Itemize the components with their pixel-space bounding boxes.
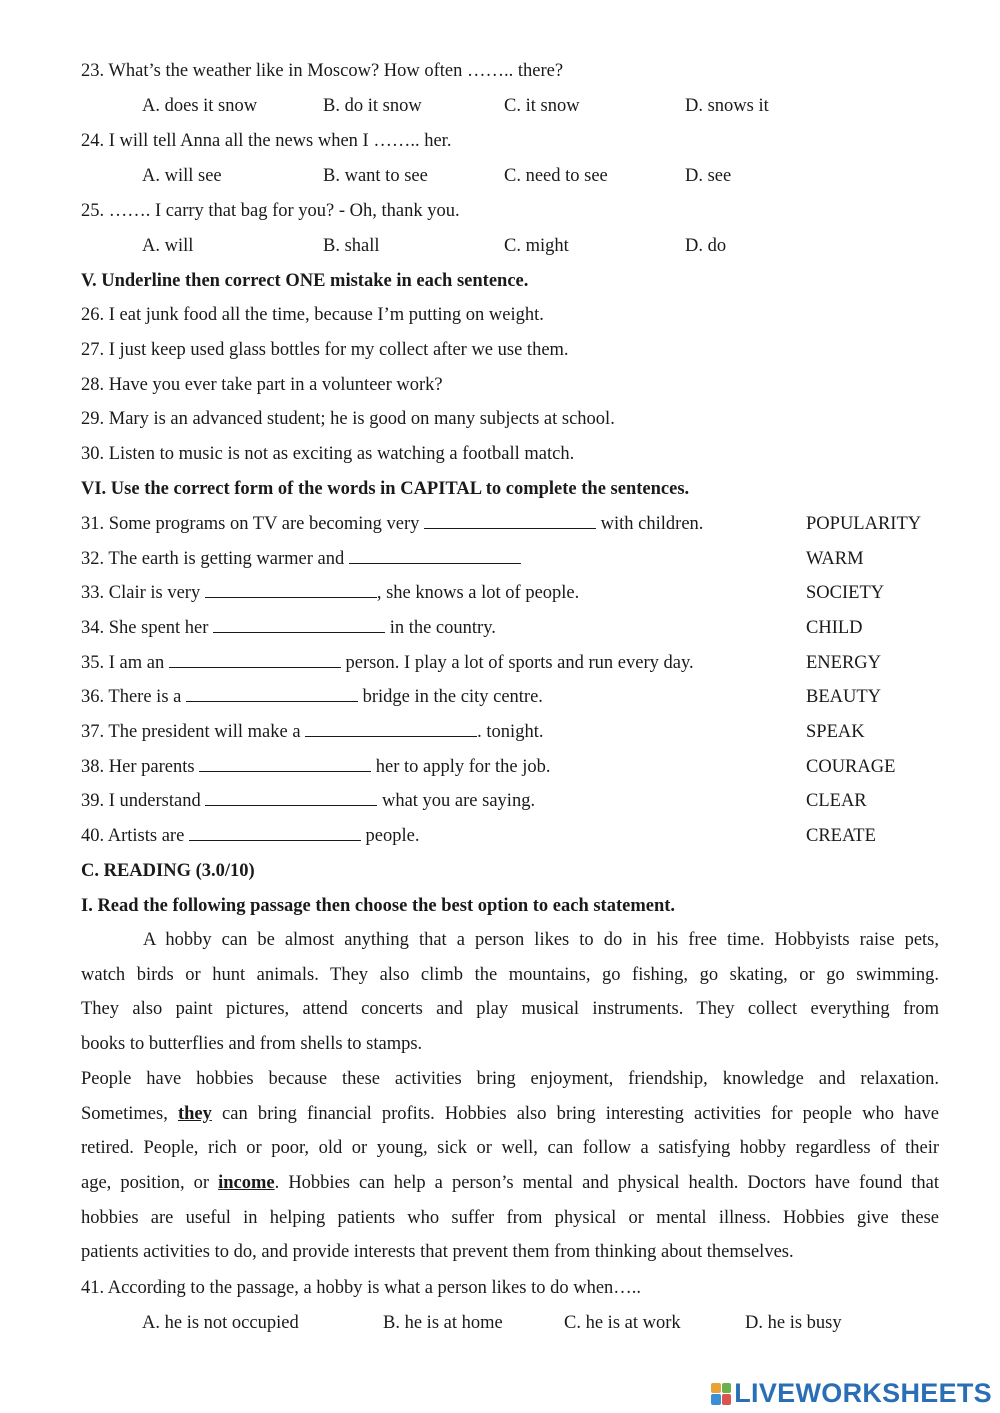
question-23: 23. What’s the weather like in Moscow? How often …….. there? — [81, 61, 564, 81]
passage-line: A hobby can be almost anything that a person likes to do in his free time. Hobbyists raise pets, — [143, 930, 939, 950]
question-28[interactable]: 28. Have you ever take part in a volunteer work? — [81, 375, 443, 395]
passage-line: They also paint pictures, attend concerts and play musical instruments. They collect everything from — [81, 999, 939, 1020]
passage-line: watch birds or hunt animals. They also climb the mountains, go fishing, go skating, or go swimming. — [81, 964, 939, 985]
option-25-a[interactable]: A. will — [142, 236, 194, 256]
answer-blank-36[interactable] — [186, 686, 358, 702]
question-32 — [81, 547, 521, 571]
question-34 — [81, 616, 496, 640]
passage-text: can bring financial profits. Hobbies also bring interesting activities for people who have — [211, 1103, 939, 1124]
question-36-text: 36. There is a — [81, 687, 186, 707]
question-35 — [81, 651, 694, 675]
answer-blank-35[interactable] — [169, 652, 341, 668]
question-38 — [81, 755, 550, 779]
question-35-text: 35. I am an — [81, 653, 169, 673]
option-41-d[interactable]: D. he is busy — [745, 1313, 842, 1333]
option-41-b[interactable]: B. he is at home — [383, 1313, 503, 1333]
option-24-d[interactable]: D. see — [685, 166, 732, 186]
question-39 — [81, 789, 535, 813]
question-32-text: 32. The earth is getting warmer and — [81, 549, 349, 569]
option-23-b[interactable]: B. do it snow — [323, 96, 422, 116]
capital-word-38: COURAGE — [806, 757, 896, 777]
question-36-tail: bridge in the city centre. — [357, 687, 543, 707]
question-40-text: 40. Artists are — [81, 826, 189, 846]
option-23-d[interactable]: D. snows it — [685, 96, 769, 116]
liveworksheets-icon — [711, 1383, 731, 1405]
liveworksheets-logo — [711, 1378, 992, 1409]
capital-word-35: ENERGY — [806, 653, 882, 673]
capital-word-33: SOCIETY — [806, 583, 885, 603]
section-vi-heading: VI. Use the correct form of the words in CAPITAL to complete the sentences. — [81, 479, 690, 499]
capital-word-34: CHILD — [806, 618, 863, 638]
capital-word-36: BEAUTY — [806, 687, 882, 707]
option-25-c[interactable]: C. might — [504, 236, 569, 256]
passage-line: People have hobbies because these activities bring enjoyment, friendship, knowledge and relaxation. — [81, 1068, 939, 1089]
question-38-tail: her to apply for the job. — [371, 757, 551, 777]
question-41: 41. According to the passage, a hobby is what a person likes to do when….. — [81, 1278, 642, 1298]
option-41-c[interactable]: C. he is at work — [564, 1313, 681, 1333]
question-34-text: 34. She spent her — [81, 618, 214, 638]
question-34-tail: in the country. — [385, 618, 496, 638]
underlined-word-income: income — [218, 1172, 275, 1193]
passage-line: books to butterflies and from shells to stamps. — [81, 1034, 423, 1055]
question-31-text: 31. Some programs on TV are becoming very — [81, 514, 425, 534]
question-33 — [81, 581, 579, 605]
question-37-text: 37. The president will make a — [81, 722, 306, 742]
capital-word-37: SPEAK — [806, 722, 865, 742]
passage-line — [81, 1097, 939, 1132]
reading-passage — [81, 923, 939, 1270]
question-36 — [81, 685, 543, 709]
option-24-a[interactable]: A. will see — [142, 166, 222, 186]
passage-line — [81, 1166, 939, 1201]
question-40 — [81, 824, 419, 848]
answer-blank-39[interactable] — [205, 790, 377, 806]
question-24: 24. I will tell Anna all the news when I …….. her. — [81, 131, 452, 151]
underlined-word-they: they — [177, 1103, 212, 1124]
capital-word-32: WARM — [806, 549, 864, 569]
liveworksheets-wordmark: LIVEWORKSHEETS — [734, 1378, 992, 1408]
capital-word-31: POPULARITY — [806, 514, 922, 534]
answer-blank-40[interactable] — [189, 825, 361, 841]
question-25: 25. ……. I carry that bag for you? - Oh, thank you. — [81, 201, 460, 221]
question-39-tail: what you are saying. — [377, 791, 536, 811]
capital-word-40: CREATE — [806, 826, 876, 846]
passage-line: patients activities to do, and provide interests that prevent them from thinking about themselves. — [81, 1242, 794, 1263]
question-33-text: 33. Clair is very — [81, 583, 205, 603]
question-39-text: 39. I understand — [81, 791, 206, 811]
question-26[interactable]: 26. I eat junk food all the time, because I’m putting on weight. — [81, 305, 544, 325]
option-24-c[interactable]: C. need to see — [504, 166, 608, 186]
question-31-tail: with children. — [596, 514, 704, 534]
option-24-b[interactable]: B. want to see — [323, 166, 428, 186]
passage-line: retired. People, rich or poor, old or young, sick or well, can follow a satisfying hobby regardless of their — [81, 1138, 939, 1159]
passage-line: hobbies are useful in helping patients who suffer from physical or mental illness. Hobbies give these — [81, 1207, 939, 1228]
question-30[interactable]: 30. Listen to music is not as exciting as watching a football match. — [81, 444, 575, 464]
option-25-b[interactable]: B. shall — [323, 236, 380, 256]
question-37 — [81, 720, 543, 744]
question-38-text: 38. Her parents — [81, 757, 200, 777]
answer-blank-34[interactable] — [213, 617, 385, 633]
answer-blank-33[interactable] — [205, 582, 377, 598]
answer-blank-32[interactable] — [349, 548, 521, 564]
question-27[interactable]: 27. I just keep used glass bottles for my collect after we use them. — [81, 340, 569, 360]
question-37-tail: . tonight. — [477, 722, 544, 742]
passage-text: . Hobbies can help a person’s mental and physical health. Doctors have found that — [274, 1172, 939, 1193]
passage-text: age, position, or — [81, 1172, 219, 1193]
question-31 — [81, 512, 703, 536]
option-41-a[interactable]: A. he is not occupied — [142, 1313, 299, 1333]
option-23-c[interactable]: C. it snow — [504, 96, 580, 116]
answer-blank-38[interactable] — [199, 756, 371, 772]
passage-text: Sometimes, — [81, 1103, 178, 1124]
option-25-d[interactable]: D. do — [685, 236, 727, 256]
question-35-tail: person. I play a lot of sports and run every day. — [340, 653, 694, 673]
question-29[interactable]: 29. Mary is an advanced student; he is good on many subjects at school. — [81, 409, 615, 429]
question-33-tail: , she knows a lot of people. — [376, 583, 580, 603]
reading-section-heading: C. READING (3.0/10) — [81, 861, 255, 881]
section-v-heading: V. Underline then correct ONE mistake in each sentence. — [81, 271, 529, 291]
answer-blank-37[interactable] — [305, 721, 477, 737]
option-23-a[interactable]: A. does it snow — [142, 96, 258, 116]
answer-blank-31[interactable] — [424, 513, 596, 529]
question-40-tail: people. — [360, 826, 420, 846]
capital-word-39: CLEAR — [806, 791, 867, 811]
reading-part-heading: I. Read the following passage then choose the best option to each statement. — [81, 896, 676, 916]
